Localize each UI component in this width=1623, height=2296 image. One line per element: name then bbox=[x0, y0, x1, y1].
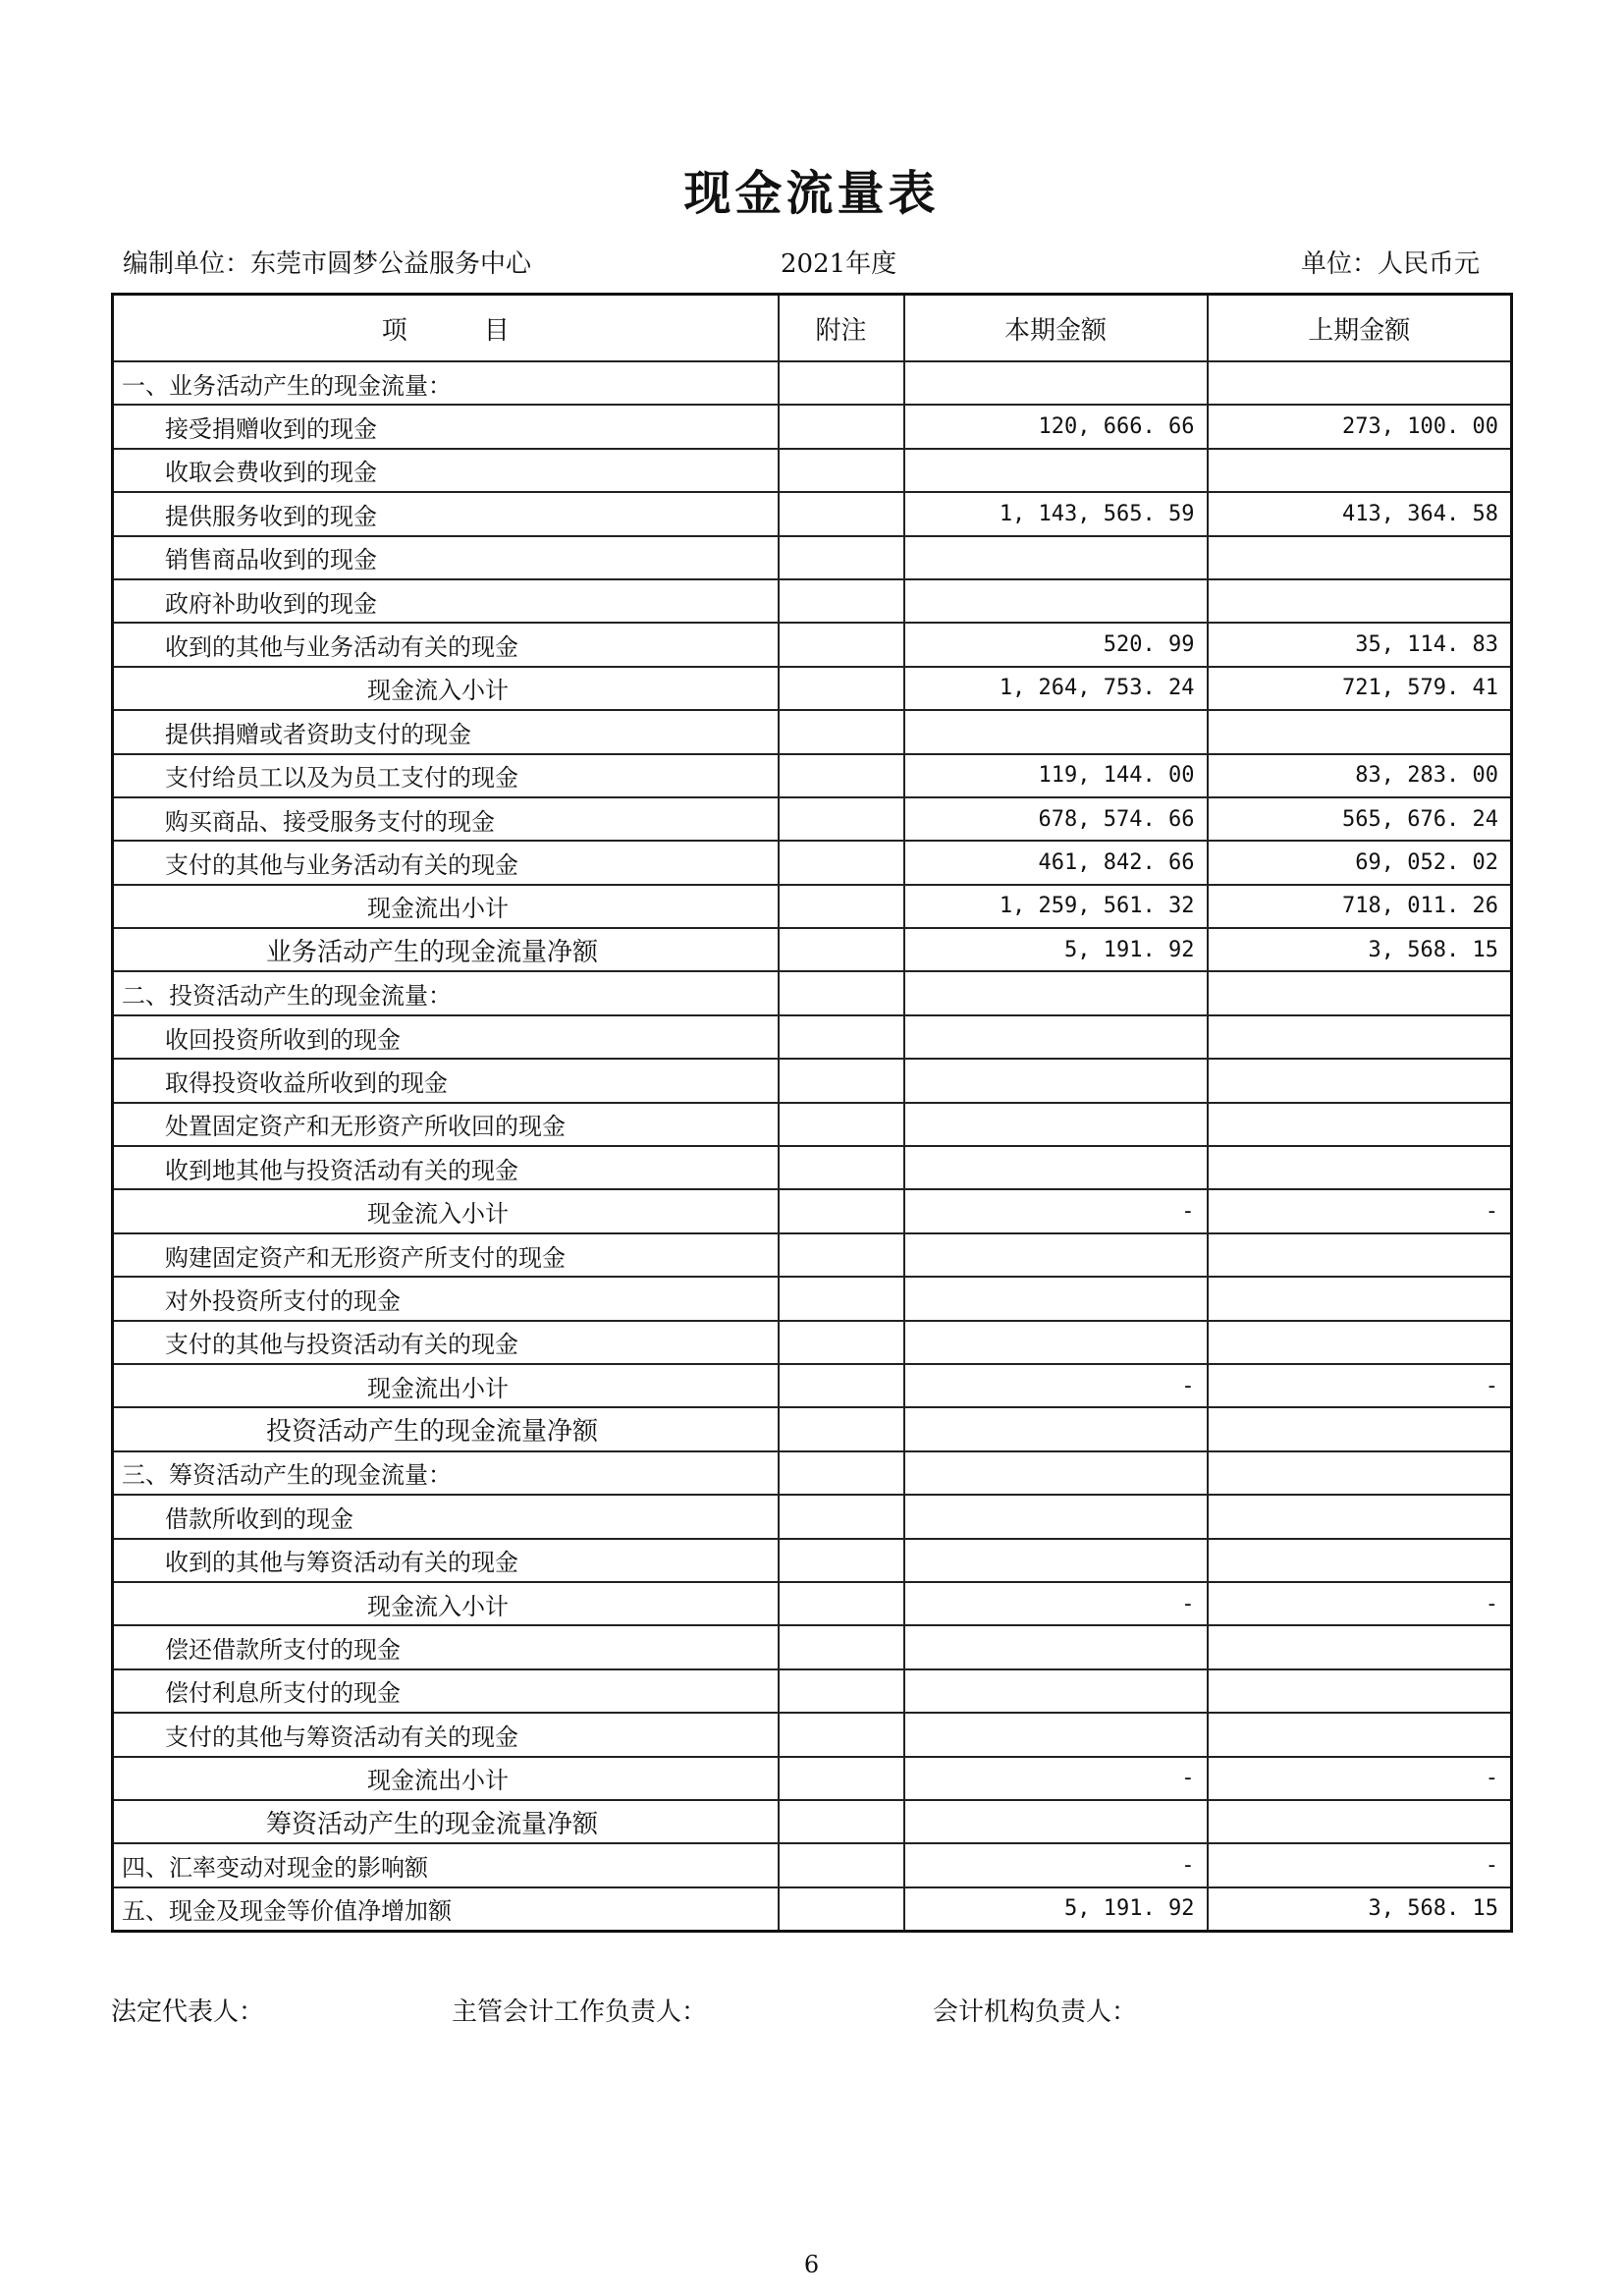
table-row bbox=[113, 1277, 1512, 1320]
row-label: 借款所收到的现金 bbox=[113, 1495, 779, 1538]
row-note bbox=[779, 1757, 904, 1800]
table-row bbox=[113, 1364, 1512, 1407]
row-prior-amount bbox=[1208, 1800, 1512, 1843]
row-prior-amount: 273, 100. 00 bbox=[1208, 405, 1512, 448]
row-label: 业务活动产生的现金流量净额 bbox=[113, 928, 779, 971]
legal-representative-label: 法定代表人： bbox=[111, 1997, 265, 2027]
table-row bbox=[113, 971, 1512, 1014]
row-prior-amount: 718, 011. 26 bbox=[1208, 885, 1512, 928]
row-note bbox=[779, 492, 904, 535]
page-title: 现金流量表 bbox=[683, 166, 940, 221]
row-current-amount: - bbox=[904, 1582, 1208, 1625]
row-note bbox=[779, 1539, 904, 1582]
row-current-amount: 5, 191. 92 bbox=[904, 928, 1208, 971]
table-row bbox=[113, 1321, 1512, 1364]
row-prior-amount: - bbox=[1208, 1364, 1512, 1407]
row-current-amount bbox=[904, 1015, 1208, 1059]
table-row bbox=[113, 797, 1512, 841]
row-prior-amount bbox=[1208, 1713, 1512, 1756]
row-label: 支付给员工以及为员工支付的现金 bbox=[113, 754, 779, 797]
row-note bbox=[779, 667, 904, 710]
row-prior-amount: 3, 568. 15 bbox=[1208, 1887, 1512, 1932]
row-note bbox=[779, 1059, 904, 1102]
row-current-amount: 1, 264, 753. 24 bbox=[904, 667, 1208, 710]
col-header-current: 本期金额 bbox=[904, 295, 1208, 362]
row-note bbox=[779, 1364, 904, 1407]
row-label: 现金流入小计 bbox=[113, 1582, 779, 1625]
row-label: 现金流入小计 bbox=[113, 667, 779, 710]
row-label: 筹资活动产生的现金流量净额 bbox=[113, 1800, 779, 1843]
row-prior-amount: 83, 283. 00 bbox=[1208, 754, 1512, 797]
table-row bbox=[113, 667, 1512, 710]
row-note bbox=[779, 1713, 904, 1756]
row-note bbox=[779, 971, 904, 1014]
compiling-unit: 编制单位：东莞市圆梦公益服务中心 bbox=[123, 249, 532, 279]
row-prior-amount: 69, 052. 02 bbox=[1208, 841, 1512, 884]
currency-unit: 单位：人民币元 bbox=[1301, 249, 1481, 279]
row-note bbox=[779, 1495, 904, 1538]
row-current-amount: 520. 99 bbox=[904, 623, 1208, 666]
table-row bbox=[113, 1189, 1512, 1232]
row-label: 四、汇率变动对现金的影响额 bbox=[113, 1843, 779, 1886]
table-row bbox=[113, 1843, 1512, 1886]
row-note bbox=[779, 754, 904, 797]
table-row bbox=[113, 1625, 1512, 1668]
row-current-amount bbox=[904, 1233, 1208, 1277]
row-label: 处置固定资产和无形资产所收回的现金 bbox=[113, 1103, 779, 1146]
row-label: 支付的其他与投资活动有关的现金 bbox=[113, 1321, 779, 1364]
table-header-row bbox=[113, 295, 1512, 362]
row-label: 收到的其他与业务活动有关的现金 bbox=[113, 623, 779, 666]
table-row bbox=[113, 492, 1512, 535]
row-label: 取得投资收益所收到的现金 bbox=[113, 1059, 779, 1102]
row-label: 提供捐赠或者资助支付的现金 bbox=[113, 710, 779, 753]
row-current-amount bbox=[904, 1669, 1208, 1713]
table-row bbox=[113, 1059, 1512, 1102]
row-note bbox=[779, 1669, 904, 1713]
row-prior-amount bbox=[1208, 710, 1512, 753]
row-prior-amount bbox=[1208, 1539, 1512, 1582]
col-header-prior: 上期金额 bbox=[1208, 295, 1512, 362]
row-label: 现金流入小计 bbox=[113, 1189, 779, 1232]
row-prior-amount bbox=[1208, 579, 1512, 623]
row-note bbox=[779, 579, 904, 623]
table-row bbox=[113, 1539, 1512, 1582]
table-row bbox=[113, 1451, 1512, 1495]
row-current-amount bbox=[904, 1625, 1208, 1668]
table-row bbox=[113, 405, 1512, 448]
row-current-amount: 1, 259, 561. 32 bbox=[904, 885, 1208, 928]
row-current-amount bbox=[904, 1059, 1208, 1102]
row-prior-amount: - bbox=[1208, 1843, 1512, 1886]
row-prior-amount: 35, 114. 83 bbox=[1208, 623, 1512, 666]
row-label: 支付的其他与筹资活动有关的现金 bbox=[113, 1713, 779, 1756]
table-row bbox=[113, 1582, 1512, 1625]
table-row bbox=[113, 1233, 1512, 1277]
row-current-amount: 5, 191. 92 bbox=[904, 1887, 1208, 1932]
row-prior-amount: 413, 364. 58 bbox=[1208, 492, 1512, 535]
row-label: 收取会费收到的现金 bbox=[113, 449, 779, 492]
row-prior-amount bbox=[1208, 1146, 1512, 1189]
table-row bbox=[113, 1407, 1512, 1450]
row-label: 销售商品收到的现金 bbox=[113, 536, 779, 579]
row-prior-amount: 3, 568. 15 bbox=[1208, 928, 1512, 971]
row-note bbox=[779, 1582, 904, 1625]
row-note bbox=[779, 1146, 904, 1189]
row-label: 收到地其他与投资活动有关的现金 bbox=[113, 1146, 779, 1189]
col-header-note: 附注 bbox=[779, 295, 904, 362]
row-note bbox=[779, 928, 904, 971]
row-note bbox=[779, 1015, 904, 1059]
row-label: 收到的其他与筹资活动有关的现金 bbox=[113, 1539, 779, 1582]
table-row bbox=[113, 710, 1512, 753]
row-current-amount bbox=[904, 449, 1208, 492]
row-prior-amount bbox=[1208, 449, 1512, 492]
row-label: 购买商品、接受服务支付的现金 bbox=[113, 797, 779, 841]
row-current-amount bbox=[904, 1495, 1208, 1538]
row-prior-amount: 721, 579. 41 bbox=[1208, 667, 1512, 710]
row-current-amount: - bbox=[904, 1189, 1208, 1232]
row-note bbox=[779, 1233, 904, 1277]
row-current-amount: 120, 666. 66 bbox=[904, 405, 1208, 448]
row-current-amount: 678, 574. 66 bbox=[904, 797, 1208, 841]
row-current-amount bbox=[904, 1800, 1208, 1843]
row-label: 支付的其他与业务活动有关的现金 bbox=[113, 841, 779, 884]
row-prior-amount bbox=[1208, 1103, 1512, 1146]
accounting-dept-head-label: 会计机构负责人： bbox=[933, 1997, 1138, 2027]
row-note bbox=[779, 1407, 904, 1450]
row-note bbox=[779, 797, 904, 841]
table-row bbox=[113, 1015, 1512, 1059]
row-note bbox=[779, 1451, 904, 1495]
row-label: 偿还借款所支付的现金 bbox=[113, 1625, 779, 1668]
row-label: 五、现金及现金等价值净增加额 bbox=[113, 1887, 779, 1932]
row-label: 偿付利息所支付的现金 bbox=[113, 1669, 779, 1713]
row-current-amount: - bbox=[904, 1757, 1208, 1800]
table-body bbox=[113, 361, 1512, 1932]
row-current-amount bbox=[904, 1539, 1208, 1582]
row-current-amount bbox=[904, 1407, 1208, 1450]
table-row bbox=[113, 579, 1512, 623]
table-row bbox=[113, 1495, 1512, 1538]
row-current-amount bbox=[904, 1277, 1208, 1320]
table-row bbox=[113, 1887, 1512, 1932]
row-note bbox=[779, 710, 904, 753]
table-row bbox=[113, 623, 1512, 666]
table-row bbox=[113, 1669, 1512, 1713]
row-current-amount: 119, 144. 00 bbox=[904, 754, 1208, 797]
row-label: 现金流出小计 bbox=[113, 885, 779, 928]
row-current-amount bbox=[904, 1713, 1208, 1756]
table-row bbox=[113, 361, 1512, 405]
row-current-amount: - bbox=[904, 1364, 1208, 1407]
row-current-amount bbox=[904, 579, 1208, 623]
row-note bbox=[779, 841, 904, 884]
row-current-amount bbox=[904, 1321, 1208, 1364]
row-note bbox=[779, 1321, 904, 1364]
row-current-amount bbox=[904, 1146, 1208, 1189]
row-label: 二、投资活动产生的现金流量： bbox=[113, 971, 779, 1014]
row-label: 政府补助收到的现金 bbox=[113, 579, 779, 623]
row-note bbox=[779, 623, 904, 666]
row-prior-amount bbox=[1208, 361, 1512, 405]
row-prior-amount: - bbox=[1208, 1189, 1512, 1232]
row-note bbox=[779, 1625, 904, 1668]
table-row bbox=[113, 1800, 1512, 1843]
row-current-amount bbox=[904, 1451, 1208, 1495]
row-current-amount bbox=[904, 1103, 1208, 1146]
row-label: 现金流出小计 bbox=[113, 1364, 779, 1407]
row-note bbox=[779, 1103, 904, 1146]
row-current-amount: 1, 143, 565. 59 bbox=[904, 492, 1208, 535]
accounting-supervisor-label: 主管会计工作负责人： bbox=[452, 1997, 708, 2027]
row-prior-amount bbox=[1208, 1015, 1512, 1059]
row-prior-amount bbox=[1208, 1321, 1512, 1364]
report-period: 2021年度 bbox=[781, 249, 897, 279]
row-note bbox=[779, 1887, 904, 1932]
row-note bbox=[779, 1277, 904, 1320]
table-row bbox=[113, 1713, 1512, 1756]
table-row bbox=[113, 754, 1512, 797]
table-row bbox=[113, 885, 1512, 928]
row-note bbox=[779, 536, 904, 579]
table-row bbox=[113, 1103, 1512, 1146]
row-current-amount bbox=[904, 361, 1208, 405]
row-current-amount bbox=[904, 971, 1208, 1014]
row-label: 接受捐赠收到的现金 bbox=[113, 405, 779, 448]
row-prior-amount bbox=[1208, 1233, 1512, 1277]
col-header-item: 项 目 bbox=[113, 295, 779, 362]
row-current-amount bbox=[904, 710, 1208, 753]
row-label: 三、筹资活动产生的现金流量： bbox=[113, 1451, 779, 1495]
table-row bbox=[113, 1757, 1512, 1800]
row-prior-amount bbox=[1208, 1625, 1512, 1668]
row-label: 对外投资所支付的现金 bbox=[113, 1277, 779, 1320]
row-current-amount bbox=[904, 536, 1208, 579]
table-row bbox=[113, 928, 1512, 971]
row-note bbox=[779, 1843, 904, 1886]
row-current-amount: - bbox=[904, 1843, 1208, 1886]
row-prior-amount bbox=[1208, 1495, 1512, 1538]
row-label: 投资活动产生的现金流量净额 bbox=[113, 1407, 779, 1450]
row-note bbox=[779, 449, 904, 492]
row-prior-amount bbox=[1208, 1451, 1512, 1495]
row-prior-amount bbox=[1208, 1669, 1512, 1713]
cash-flow-table bbox=[111, 293, 1513, 1933]
row-prior-amount bbox=[1208, 1407, 1512, 1450]
row-prior-amount bbox=[1208, 1059, 1512, 1102]
row-label: 购建固定资产和无形资产所支付的现金 bbox=[113, 1233, 779, 1277]
row-note bbox=[779, 885, 904, 928]
table-row bbox=[113, 1146, 1512, 1189]
table-row bbox=[113, 536, 1512, 579]
row-prior-amount bbox=[1208, 1277, 1512, 1320]
row-label: 收回投资所收到的现金 bbox=[113, 1015, 779, 1059]
row-note bbox=[779, 1189, 904, 1232]
page-number: 6 bbox=[803, 2251, 820, 2278]
row-label: 现金流出小计 bbox=[113, 1757, 779, 1800]
row-label: 提供服务收到的现金 bbox=[113, 492, 779, 535]
row-prior-amount bbox=[1208, 536, 1512, 579]
row-prior-amount: - bbox=[1208, 1757, 1512, 1800]
row-note bbox=[779, 1800, 904, 1843]
row-label: 一、业务活动产生的现金流量： bbox=[113, 361, 779, 405]
table-row bbox=[113, 841, 1512, 884]
table-row bbox=[113, 449, 1512, 492]
row-prior-amount bbox=[1208, 971, 1512, 1014]
row-prior-amount: 565, 676. 24 bbox=[1208, 797, 1512, 841]
row-current-amount: 461, 842. 66 bbox=[904, 841, 1208, 884]
row-note bbox=[779, 405, 904, 448]
row-prior-amount: - bbox=[1208, 1582, 1512, 1625]
row-note bbox=[779, 361, 904, 405]
